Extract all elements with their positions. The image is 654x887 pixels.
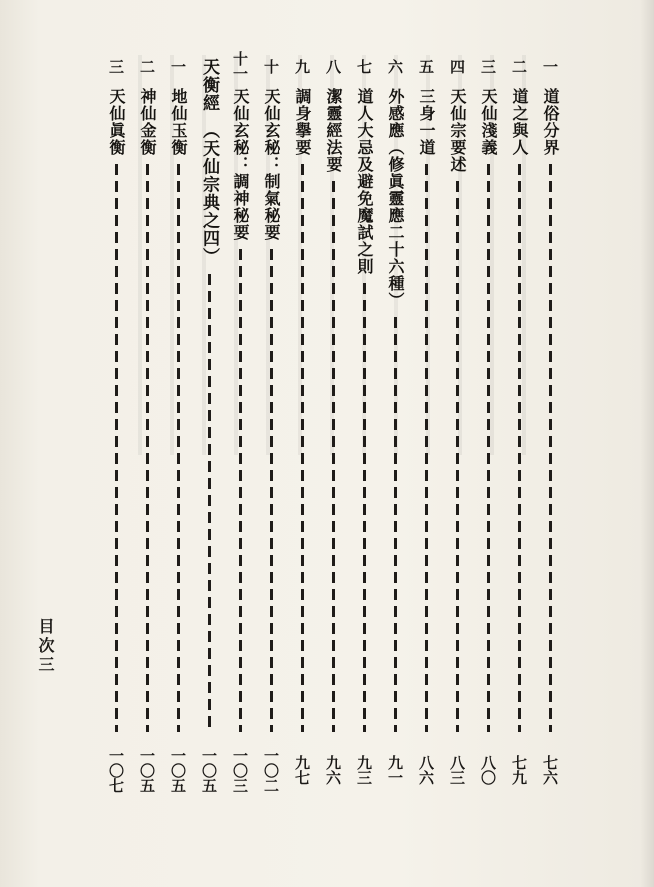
entry-page-number: 一〇二 (262, 747, 280, 793)
entry-page-number: 九一 (386, 755, 404, 785)
toc-entry[interactable] (257, 48, 285, 798)
entry-number: 七 (355, 58, 373, 74)
dotted-leader (177, 164, 180, 732)
entry-title: 天仙淺義 (479, 88, 498, 156)
entry-page-number: 九七 (293, 755, 311, 785)
toc-entry[interactable] (350, 48, 378, 798)
dotted-leader (115, 164, 118, 732)
entry-page-number: 一〇五 (200, 747, 218, 793)
toc-entry[interactable] (443, 48, 471, 798)
entry-title: 道人大忌及避免魔試之則 (355, 88, 374, 275)
dotted-leader (332, 181, 335, 732)
dotted-leader (239, 249, 242, 732)
entry-page-number: 一〇三 (231, 747, 249, 793)
dotted-leader (394, 317, 397, 732)
entry-page-number: 一〇五 (169, 747, 187, 793)
running-header: 目次三 (36, 618, 55, 675)
entry-page-number: 一〇七 (107, 747, 125, 793)
entry-number: 四 (448, 58, 466, 74)
entry-number: 五 (417, 58, 435, 74)
entry-page-number: 九六 (324, 755, 342, 785)
entry-page-number: 一〇五 (138, 747, 156, 793)
entry-number: 一 (541, 58, 559, 74)
entry-number: 八 (324, 58, 342, 74)
entry-page-number: 八六 (417, 755, 435, 785)
entry-title: 地仙玉衡 (169, 88, 188, 156)
toc-entry[interactable] (164, 48, 192, 798)
dotted-leader (363, 283, 366, 732)
toc-entry[interactable] (381, 48, 409, 798)
dotted-leader (208, 274, 211, 733)
dotted-leader (518, 164, 521, 732)
entry-title: 外感應（修眞靈應二十六種） (386, 88, 405, 309)
entry-number: 一 (169, 58, 187, 74)
entry-title: 神仙金衡 (138, 88, 157, 156)
entry-page-number: 八三 (448, 755, 466, 785)
entry-page-number: 七九 (510, 755, 528, 785)
entry-number: 十 (262, 58, 280, 74)
entry-title: 天仙玄秘：制氣秘要 (262, 88, 281, 241)
entry-number: 三 (107, 58, 125, 74)
entry-number: 二 (510, 58, 528, 74)
entry-title: 天仙宗要述 (448, 88, 467, 173)
dotted-leader (549, 164, 552, 732)
entry-number: 三 (479, 58, 497, 74)
toc-entry[interactable] (505, 48, 533, 798)
dotted-leader (301, 164, 304, 732)
toc-entry[interactable] (226, 48, 254, 798)
dotted-leader (146, 164, 149, 732)
dotted-leader (487, 164, 490, 732)
toc-entry-section-heading[interactable] (195, 48, 223, 798)
toc-entry[interactable] (102, 48, 130, 798)
toc-entry[interactable] (288, 48, 316, 798)
entry-title: 潔靈經法要 (324, 88, 343, 173)
entry-number: 六 (386, 58, 404, 74)
entry-page-number: 八〇 (479, 755, 497, 785)
entry-page-number: 九三 (355, 755, 373, 785)
entry-title: 天仙玄秘：調神秘要 (231, 88, 250, 241)
toc-entry[interactable] (474, 48, 502, 798)
toc-entry[interactable] (133, 48, 161, 798)
dotted-leader (425, 164, 428, 732)
entry-page-number: 七六 (541, 755, 559, 785)
dotted-leader (270, 249, 273, 732)
entry-title: 三身一道 (417, 88, 436, 156)
toc-entry[interactable] (412, 48, 440, 798)
entry-title: 道之與人 (510, 88, 529, 156)
entry-number: 十一 (231, 51, 249, 81)
entry-title: 天仙眞衡 (107, 88, 126, 156)
dotted-leader (456, 181, 459, 732)
entry-number: 二 (138, 58, 156, 74)
entry-title: 調身擧要 (293, 88, 312, 156)
entry-number: 九 (293, 58, 311, 74)
toc-entry[interactable] (536, 48, 564, 798)
toc-entry[interactable] (319, 48, 347, 798)
section-heading-title: 天衡經 （天仙宗典之四） (199, 58, 219, 266)
entry-title: 道俗分界 (541, 88, 560, 156)
